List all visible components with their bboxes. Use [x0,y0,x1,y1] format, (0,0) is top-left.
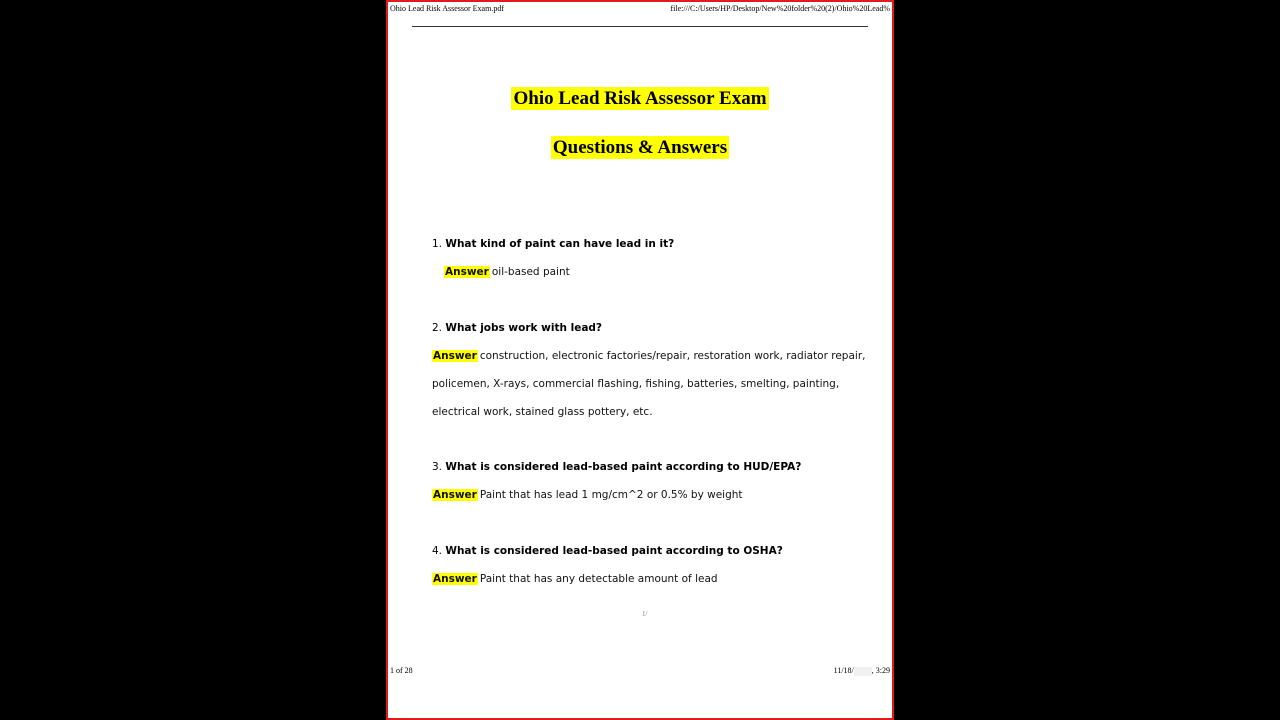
question-2: 2. What jobs work with lead? [432,322,603,334]
answer-label: Answer [433,573,477,585]
print-footer-page-count: 1 of 28 [390,666,413,675]
document-title: Ohio Lead Risk Assessor Exam [513,88,767,109]
answer-3-line-1: Answer Paint that has lead 1 mg/cm^2 or 0.5% by weight [433,489,743,501]
redacted-text [854,667,872,676]
answer-label: Answer [433,489,477,501]
document-subtitle: Questions & Answers [552,137,728,158]
answer-2-line-2: policemen, X-rays, commercial flashing, fishing, batteries, smelting, painting, [432,378,840,390]
print-header-url: file:///C:/Users/HP/Desktop/New%20folder%20(2)/Ohio%20Lead% [670,4,890,13]
answer-2-line-1: Answer construction, electronic factories/repair, restoration work, radiator repair, [433,350,866,362]
print-footer-datetime: 11/18/ , 3:29 [833,666,890,675]
question-4: 4. What is considered lead-based paint according to OSHA? [432,545,783,557]
print-header-title: Ohio Lead Risk Assessor Exam.pdf [390,4,504,13]
answer-label: Answer [445,266,489,278]
question-3: 3. What is considered lead-based paint according to HUD/EPA? [432,461,802,473]
answer-2-line-3: electrical work, stained glass pottery, etc. [432,406,653,418]
question-1: 1. What kind of paint can have lead in it? [432,238,675,250]
answer-1-line-1: Answer oil-based paint [445,266,570,278]
page-marker: 1/ [642,610,648,618]
answer-4-line-1: Answer Paint that has any detectable amount of lead [433,573,718,585]
header-rule [412,26,868,27]
pdf-page [386,0,894,720]
answer-label: Answer [433,350,477,362]
